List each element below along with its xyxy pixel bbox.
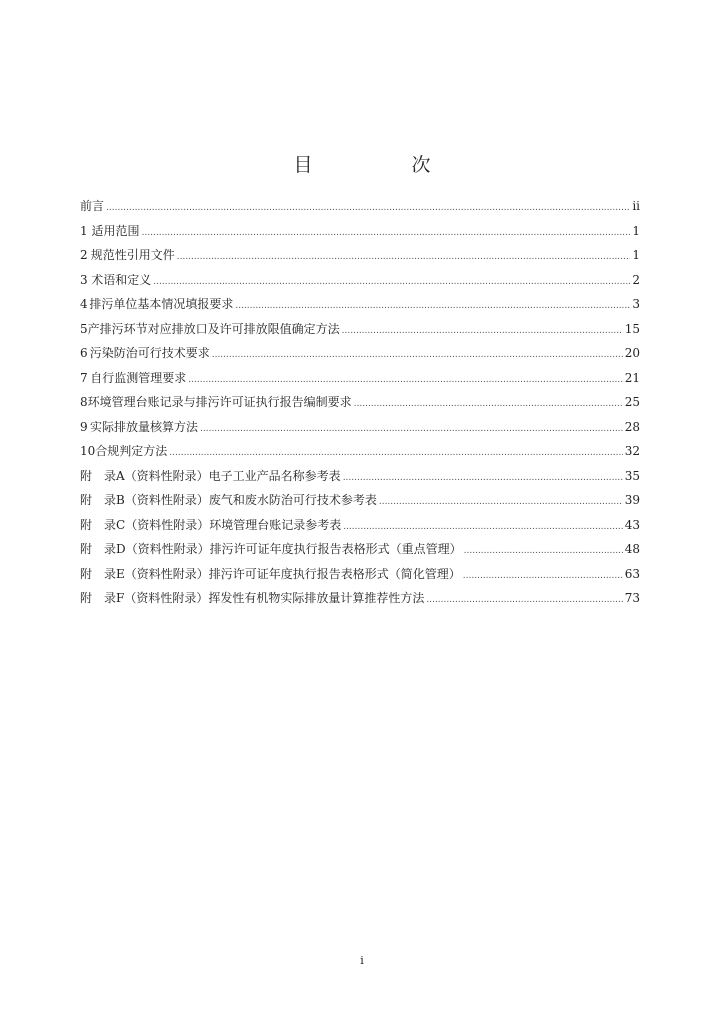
toc-entry-page: 39: [624, 493, 640, 507]
toc-entry-number: 4: [80, 297, 88, 311]
toc-dot-leader: [153, 268, 630, 295]
toc-entry[interactable]: [80, 366, 640, 391]
toc-entry-label: 前言: [80, 199, 105, 213]
toc-entry-number: 附 录: [80, 468, 117, 483]
toc-dot-leader: [200, 415, 623, 442]
toc-entry-label: 污染防治可行技术要求: [89, 346, 210, 360]
toc-entry-label: B（资料性附录）废气和废水防治可行技术参考表: [116, 493, 377, 507]
toc-dot-leader: [106, 194, 630, 221]
toc-entry-number: 8: [80, 395, 88, 409]
toc-entry-number: 7: [80, 370, 88, 385]
toc-entry-label: 环境管理台账记录与排污许可证执行报告编制要求: [87, 395, 352, 409]
toc-entry-label: D（资料性附录）排污许可证年度执行报告表格形式（重点管理）: [116, 542, 462, 556]
toc-entry[interactable]: [80, 439, 640, 464]
toc-entry-page: 73: [624, 591, 640, 605]
toc-dot-leader: [426, 586, 622, 613]
toc-dot-leader: [464, 537, 623, 564]
toc-entry-label: C（资料性附录）环境管理台账记录参考表: [116, 517, 342, 532]
toc-entry-number: 5: [80, 321, 88, 336]
toc-dot-leader: [379, 488, 623, 515]
toc-entry[interactable]: [80, 219, 640, 244]
toc-entry-page: 1: [632, 248, 640, 262]
toc-entry-page: 35: [624, 468, 640, 483]
toc-dot-leader: [343, 464, 623, 491]
toc-entry-page: 3: [632, 297, 640, 311]
toc-entry-number: 附 录: [80, 591, 117, 605]
toc-title: 目 次: [293, 154, 471, 176]
toc-entry-label: 实际排放量核算方法: [89, 419, 198, 434]
toc-entry-number: 1: [80, 223, 88, 238]
toc-entry[interactable]: [80, 390, 640, 415]
toc-entry-label: 合规判定方法: [95, 444, 168, 458]
toc-entry[interactable]: [80, 268, 640, 293]
toc-entry[interactable]: [80, 317, 640, 342]
toc-entry[interactable]: [80, 341, 640, 366]
toc-entry-label: E（资料性附录）排污许可证年度执行报告表格形式（简化管理）: [116, 566, 461, 581]
toc-dot-leader: [212, 341, 623, 368]
toc-entry[interactable]: [80, 292, 640, 317]
toc-entry-page: 43: [624, 517, 640, 532]
toc-entry-label: 适用范围: [91, 223, 140, 238]
toc-dot-leader: [235, 292, 630, 319]
toc-entry-label: 术语和定义: [91, 272, 152, 287]
toc-entry[interactable]: [80, 415, 640, 440]
toc-entry-appendix[interactable]: [80, 537, 640, 562]
toc-entry-page: ii: [632, 199, 640, 213]
toc-entry-appendix[interactable]: [80, 464, 640, 489]
toc-entry-label: 排污单位基本情况填报要求: [89, 297, 234, 311]
toc-dot-leader: [354, 390, 623, 417]
toc-entry-page: 63: [624, 566, 640, 581]
toc-entry-page: 1: [632, 223, 640, 238]
toc-entry-label: F（资料性附录）挥发性有机物实际排放量计算推荐性方法: [116, 591, 425, 605]
toc-dot-leader: [169, 439, 622, 466]
toc-dot-leader: [188, 366, 622, 393]
toc-dot-leader: [343, 513, 623, 540]
toc-entry-label: 规范性引用文件: [90, 248, 175, 262]
toc-dot-leader: [463, 562, 623, 589]
toc-entry-number: 附 录: [80, 517, 117, 532]
toc-entry-page: 32: [624, 444, 640, 458]
toc-entry-page: 20: [624, 346, 640, 360]
toc-entry-page: 48: [624, 542, 640, 556]
toc-entry-number: 附 录: [80, 566, 117, 581]
toc-entry-number: 附 录: [80, 542, 117, 556]
toc-entry-appendix[interactable]: [80, 586, 640, 611]
toc-entry-page: 25: [624, 395, 640, 409]
toc-entry[interactable]: [80, 194, 640, 219]
toc-entry-page: 15: [624, 321, 640, 336]
toc-entry-number: 9: [80, 419, 88, 434]
toc-entry-page: 28: [624, 419, 640, 434]
toc-entry-page: 2: [632, 272, 640, 287]
toc-entry-page: 21: [624, 370, 640, 385]
toc-entry[interactable]: [80, 243, 640, 268]
toc-dot-leader: [142, 219, 631, 246]
toc-entry-label: A（资料性附录）电子工业产品名称参考表: [116, 468, 341, 483]
toc-entry-appendix[interactable]: [80, 562, 640, 587]
toc-entry-label: 自行监测管理要求: [90, 370, 187, 385]
toc-dot-leader: [342, 317, 623, 344]
toc-entry-appendix[interactable]: [80, 513, 640, 538]
page-number: i: [360, 954, 364, 967]
toc-entry-number: 附 录: [80, 493, 117, 507]
toc-dot-leader: [177, 243, 631, 270]
toc-entry-number: 3: [80, 272, 88, 287]
toc-entry-appendix[interactable]: [80, 488, 640, 513]
toc-entry-number: 2: [80, 248, 88, 262]
toc-entry-number: 10: [80, 444, 96, 458]
toc-entry-number: 6: [80, 346, 88, 360]
toc-entry-label: 产排污环节对应排放口及许可排放限值确定方法: [87, 321, 340, 336]
table-of-contents: [80, 194, 640, 611]
